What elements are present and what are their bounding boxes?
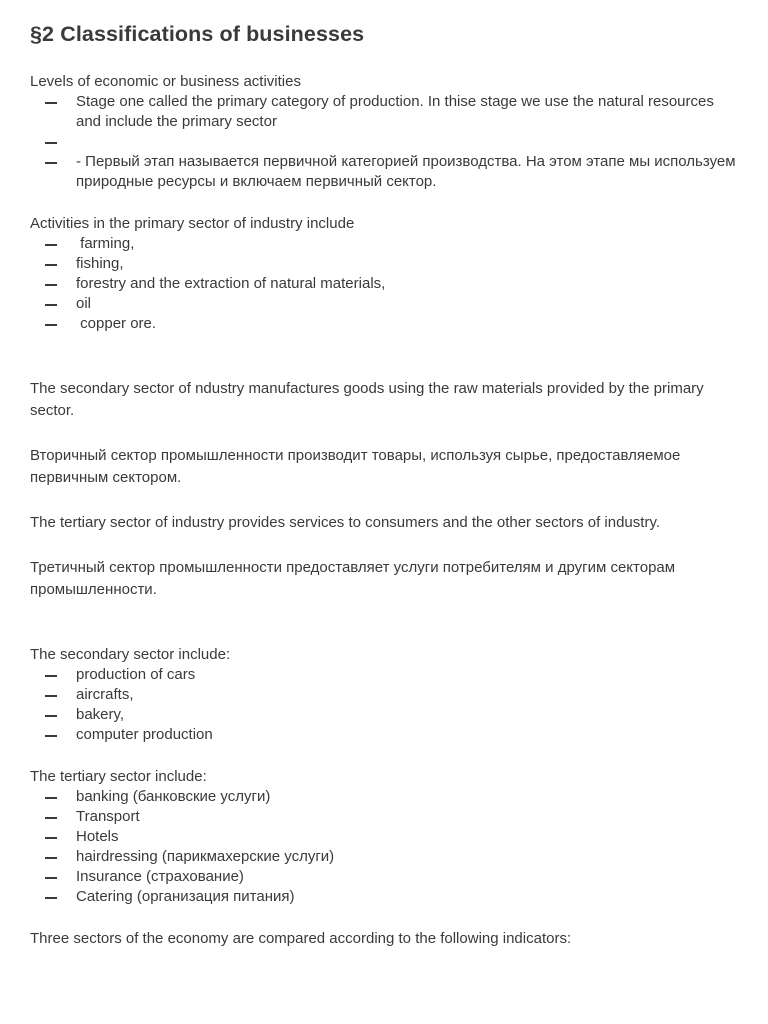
tertiary-paragraph-ru: Третичный сектор промышленности предоставляет услуги потребителям и другим секторам промышленности. <box>30 559 676 598</box>
list-item <box>30 887 742 907</box>
list-item <box>30 152 742 192</box>
list-item <box>30 847 742 867</box>
levels-heading: Levels of economic or business activities <box>30 73 301 90</box>
list-item <box>30 807 742 827</box>
secondary-list <box>30 665 742 745</box>
list-item <box>30 705 742 725</box>
list-item-text: hairdressing (парикмахерские услуги) <box>76 848 335 865</box>
list-item-text: Stage one called the primary category of production. In thise stage we use the natural resources and include the primary sector <box>76 93 719 130</box>
list-item <box>30 92 742 132</box>
tertiary-heading: The tertiary sector include: <box>30 768 207 785</box>
list-item-text: Transport <box>76 808 140 825</box>
note-page[interactable] <box>30 20 742 949</box>
secondary-paragraph-ru: Вторичный сектор промышленности производит товары, используя сырье, предоставляемое первичным сектором. <box>30 447 681 486</box>
list-item-text: Catering (организация питания) <box>76 888 295 905</box>
list-item-text: farming, <box>76 235 135 252</box>
list-item-text: oil <box>76 295 92 312</box>
list-item <box>30 685 742 705</box>
list-item-text: production of cars <box>76 666 196 683</box>
page-title: §2 Classifications of businesses <box>30 22 365 46</box>
list-item <box>30 254 742 274</box>
list-item <box>30 294 742 314</box>
secondary-paragraph-en: The secondary sector of ndustry manufactures goods using the raw materials provided by the primary sector. <box>30 380 704 419</box>
list-item-text: Insurance (страхование) <box>76 868 244 885</box>
list-item-text: bakery, <box>76 706 125 723</box>
list-item <box>30 234 742 254</box>
secondary-heading: The secondary sector include: <box>30 646 231 663</box>
list-item-text: fishing, <box>76 255 124 272</box>
tertiary-list <box>30 787 742 907</box>
list-item <box>30 132 742 152</box>
list-item-text: Hotels <box>76 828 119 845</box>
list-item-text: aircrafts, <box>76 686 134 703</box>
list-item-text: copper ore. <box>76 315 157 332</box>
levels-list <box>30 92 742 192</box>
closing-paragraph: Three sectors of the economy are compared according to the following indicators: <box>30 930 572 947</box>
list-item <box>30 314 742 334</box>
list-item <box>30 725 742 745</box>
primary-heading: Activities in the primary sector of industry include <box>30 215 355 232</box>
primary-list <box>30 234 742 334</box>
list-item <box>30 274 742 294</box>
list-item-text: computer production <box>76 726 213 743</box>
list-item-text: forestry and the extraction of natural materials, <box>76 275 386 292</box>
list-item-text: - Первый этап называется первичной категорией производства. На этом этапе мы используем природные ресурсы и включаем первичный сектор. <box>76 153 740 190</box>
list-item-text: banking (банковские услуги) <box>76 788 271 805</box>
list-item <box>30 787 742 807</box>
tertiary-paragraph-en: The tertiary sector of industry provides services to consumers and the other sectors of industry. <box>30 514 660 531</box>
list-item <box>30 827 742 847</box>
list-item <box>30 867 742 887</box>
list-item <box>30 665 742 685</box>
